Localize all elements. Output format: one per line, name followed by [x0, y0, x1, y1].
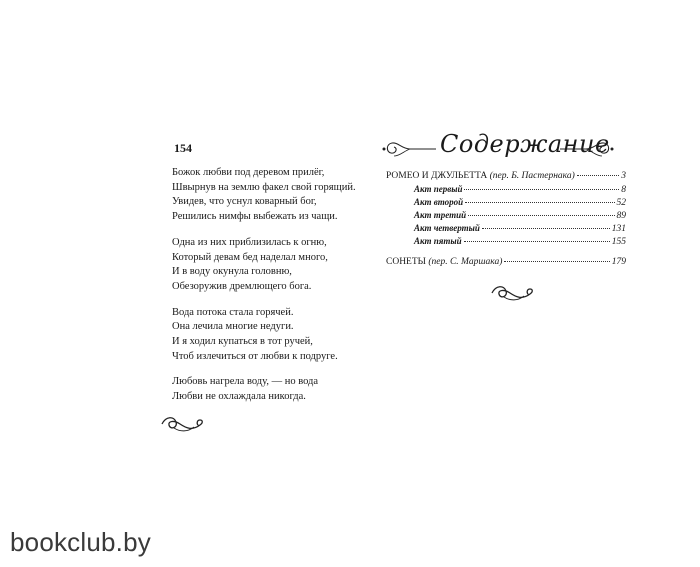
- toc-page-number: 131: [611, 224, 626, 234]
- toc-entry-act-2[interactable]: [386, 197, 626, 210]
- poem-line: Увидев, что уснул коварный бог,: [172, 196, 317, 208]
- toc-entry-sonnets[interactable]: [386, 257, 626, 270]
- stanza-1: [172, 166, 356, 225]
- stanza-3: [172, 306, 342, 365]
- toc-page-number: 179: [611, 257, 626, 267]
- toc-entry-translator: (пер. С. Маршака): [428, 257, 503, 267]
- toc-leader: [464, 241, 610, 242]
- poem-line: Вода потока стала горячей.: [172, 306, 294, 318]
- toc-leader: [465, 202, 614, 203]
- poem-line: Любви не охлаждала никогда.: [172, 391, 306, 403]
- toc-entry-label: [386, 171, 575, 181]
- ornament-icon: [490, 283, 536, 303]
- toc-page-number: 52: [616, 198, 626, 208]
- toc-entry-act-4[interactable]: [386, 223, 626, 236]
- sonnet-poem: [172, 166, 356, 416]
- toc-leader: [464, 189, 619, 190]
- contents-title: Содержание: [440, 130, 610, 158]
- poem-line: И я ходил купаться в тот ручей,: [172, 336, 313, 348]
- watermark: bookclub.by: [10, 527, 151, 557]
- toc-entry-title: Акт четвертый: [414, 223, 480, 233]
- poem-line: Любовь нагрела воду, — но вода: [172, 376, 319, 388]
- poem-line: Швырнув на землю факел свой горящий.: [172, 181, 356, 193]
- toc-page-number: 8: [621, 185, 626, 195]
- toc-entry-title: СОНЕТЫ: [386, 257, 426, 267]
- toc-entry-act-3[interactable]: [386, 210, 626, 223]
- poem-line: Божок любви под деревом прилёг,: [172, 167, 325, 178]
- toc-entry-title: Акт пятый: [414, 236, 462, 246]
- toc-entry-title: РОМЕО И ДЖУЛЬЕТТА: [386, 171, 488, 181]
- poem-line: Обезоружив дремлющего бога.: [172, 280, 312, 292]
- toc-entry-translator: (пер. Б. Пастернака): [489, 171, 575, 181]
- flourish-right-icon: [558, 138, 616, 160]
- ornament-icon: [160, 414, 206, 434]
- toc-page-number: 155: [611, 237, 626, 247]
- toc-leader: [468, 215, 614, 216]
- toc-entry-title: Акт третий: [414, 210, 467, 220]
- table-of-contents: [386, 171, 626, 270]
- toc-entry-act-1[interactable]: [386, 184, 626, 197]
- poem-line: Решились нимфы выбежать из чащи.: [172, 211, 338, 223]
- poem-line: Чтоб излечиться от любви к подруге.: [172, 350, 338, 362]
- toc-entry-title: Акт второй: [414, 197, 464, 207]
- toc-spacer: [386, 249, 626, 257]
- toc-leader: [577, 175, 619, 176]
- toc-entry-title: Акт первый: [414, 184, 463, 194]
- toc-leader: [482, 228, 610, 229]
- flourish-left-icon: [380, 138, 438, 160]
- poem-line: Который девам бед наделал много,: [172, 251, 328, 263]
- poem-line: И в воду окунула головню,: [172, 266, 292, 278]
- contents-header: [380, 128, 612, 168]
- toc-entry-label: [386, 257, 502, 267]
- toc-entry-act-5[interactable]: [386, 236, 626, 249]
- toc-page-number: 89: [616, 211, 626, 221]
- toc-leader: [504, 261, 609, 262]
- poem-line: Она лечила многие недуги.: [172, 321, 294, 333]
- stanza-4: [172, 375, 342, 404]
- sonnet-number: 154: [174, 141, 192, 155]
- toc-page-number: 3: [621, 171, 626, 181]
- toc-entry-romeo[interactable]: [386, 171, 626, 184]
- poem-line: Одна из них приблизилась к огню,: [172, 236, 327, 248]
- stanza-2: [172, 236, 342, 295]
